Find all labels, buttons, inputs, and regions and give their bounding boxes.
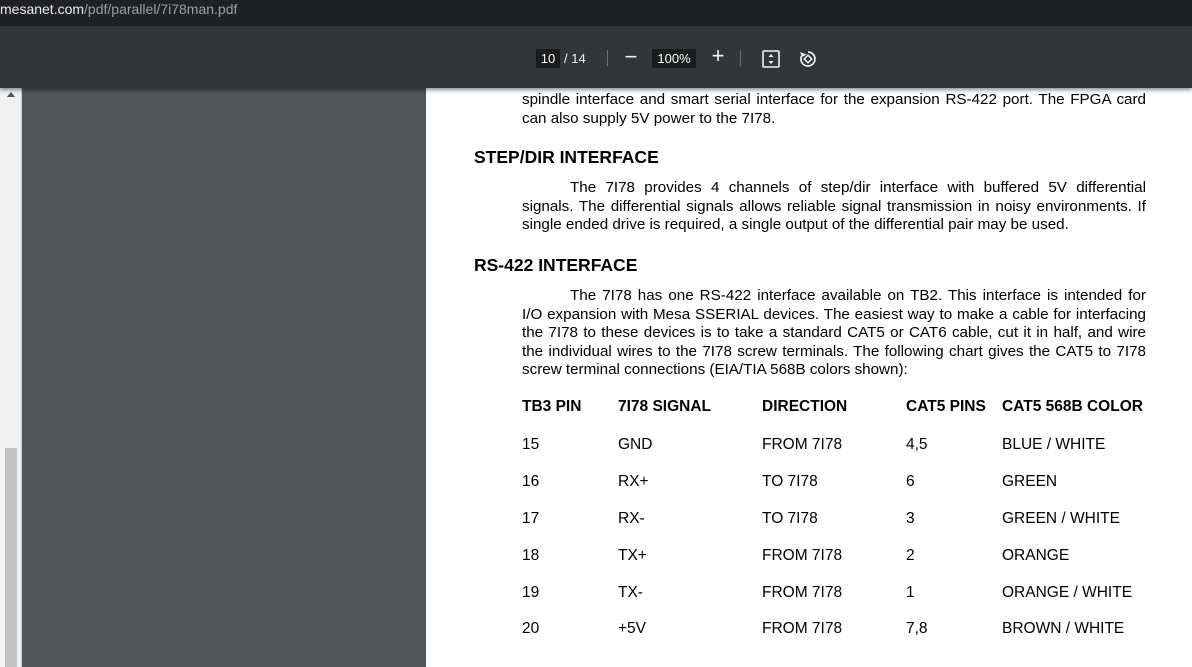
table-cell: GND [618,436,653,453]
toolbar-separator [607,50,608,66]
table-cell: 18 [522,547,540,564]
table-header-cell: DIRECTION [762,398,848,415]
table-cell: TO 7I78 [762,510,818,527]
zoom-level-input[interactable]: 100% [652,49,696,68]
scrollbar[interactable] [0,88,22,667]
address-bar[interactable] [0,0,1192,26]
table-cell: 15 [522,436,540,453]
table-cell: ORANGE [1002,547,1070,564]
table-cell: FROM 7I78 [762,584,843,601]
table-cell: 20 [522,620,540,637]
table-cell: RX+ [618,473,649,490]
stepdir-paragraph: The 7I78 provides 4 channels of step/dir interface with buffered 5V differential signals. The differential signals allows reliable signal transmission in noisy environments. If single ended drive is required, a single output of the differential pair may be used. [522,179,1146,233]
scroll-up-arrow-icon[interactable] [7,92,15,97]
table-cell: ORANGE / WHITE [1002,584,1133,601]
rotate-icon [797,48,819,70]
table-header-cell: CAT5 568B COLOR [1002,398,1143,415]
table-cell: 7,8 [906,620,928,637]
table-cell: RX- [618,510,645,527]
pdf-toolbar [0,26,1192,88]
table-header-cell: CAT5 PINS [906,398,986,415]
table-header-cell: TB3 PIN [522,398,582,415]
table-cell: GREEN [1002,473,1058,490]
table-cell: 4,5 [906,436,928,453]
stepdir-heading: STEP/DIR INTERFACE [474,147,659,167]
rs422-heading: RS-422 INTERFACE [474,255,638,275]
table-cell: 19 [522,584,540,601]
url-host: mesanet.com [0,1,85,17]
rotate-button[interactable] [797,48,819,70]
scroll-thumb[interactable] [5,448,17,667]
intro-paragraph-tail: spindle interface and smart serial interface for the expansion RS-422 port. The FPGA card can also supply 5V power to the 7I78. [522,91,1146,127]
table-cell: +5V [618,620,647,637]
table-cell: 2 [906,547,915,564]
url-path: /pdf/parallel/7i78man.pdf [84,1,238,17]
table-cell: FROM 7I78 [762,436,843,453]
fit-page-button[interactable] [761,49,781,69]
page-total: / 14 [564,51,586,66]
toolbar-separator [740,50,741,66]
table-cell: 17 [522,510,540,527]
table-cell: TX- [618,584,643,601]
table-header-cell: 7I78 SIGNAL [618,398,712,415]
table-cell: TO 7I78 [762,473,818,490]
table-cell: 1 [906,584,915,601]
rs422-paragraph: The 7I78 has one RS-422 interface available on TB2. This interface is intended for I/O expansion with Mesa SSERIAL devices. The easiest way to make a cable for interfacing the 7I78 to these devices is to take a standard CAT5 or CAT6 cable, cut it in half, and wire the individual wires to the 7I78 screw terminals. The following chart gives the CAT5 to 7I78 screw terminal connections (EIA/TIA 568B colors shown): [522,287,1146,378]
table-cell: 3 [906,510,915,527]
table-cell: FROM 7I78 [762,547,843,564]
zoom-out-button[interactable]: − [624,44,638,69]
url-text[interactable] [0,1,237,17]
table-cell: 16 [522,473,540,490]
table-cell: TX+ [618,547,647,564]
table-cell: 6 [906,473,915,490]
page-number-input[interactable]: 10 [536,49,560,68]
pdf-page [426,88,1192,667]
table-cell: BLUE / WHITE [1002,436,1106,453]
fit-page-icon [761,49,781,69]
table-cell: BROWN / WHITE [1002,620,1125,637]
table-cell: GREEN / WHITE [1002,510,1120,527]
zoom-in-button[interactable]: + [711,43,725,68]
table-cell: FROM 7I78 [762,620,843,637]
